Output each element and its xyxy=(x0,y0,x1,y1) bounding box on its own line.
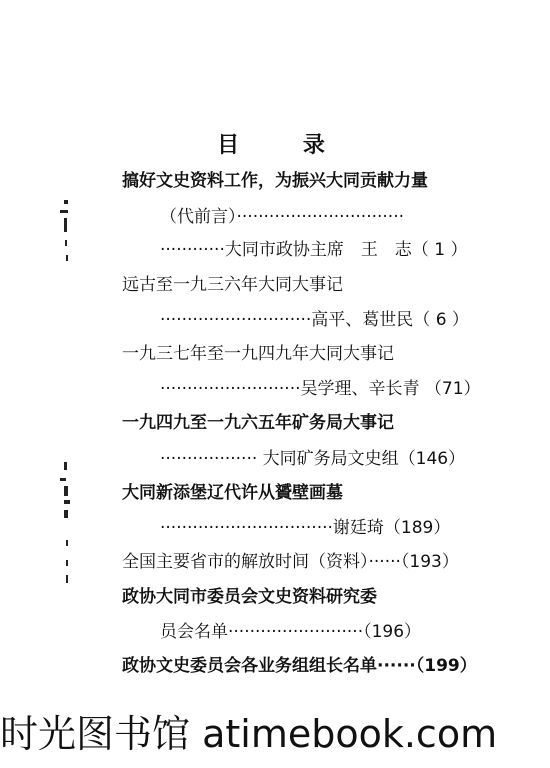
toc-entry-6-line-1: 全国主要省市的解放时间（资料）······（193） xyxy=(122,552,459,572)
margin-mark xyxy=(66,540,68,546)
toc-entry-1-line-2: （代前言）······························· xyxy=(160,207,405,227)
toc-entry-5-line-2: ································谢廷琦（189） xyxy=(160,518,451,538)
toc-entry-5-line-1: 大同新添堡辽代许从贇壁画墓 xyxy=(122,483,343,503)
toc-entry-7-line-1: 政协大同市委员会文史资料研究委 xyxy=(122,587,377,607)
toc-entry-1-line-1: 搞好文史资料工作，为振兴大同贡献力量 xyxy=(122,171,428,191)
margin-mark xyxy=(64,486,68,496)
toc-entry-1-line-3: ············大同市政协主席 王 志（ 1 ） xyxy=(160,240,468,260)
toc-entry-7-line-2: 员会名单·························（196） xyxy=(160,622,422,642)
toc-entry-4-line-2: ·················· 大同矿务局文史组（146） xyxy=(160,449,466,469)
margin-mark xyxy=(66,560,68,566)
toc-entry-4-line-1: 一九四九至一九六五年矿务局大事记 xyxy=(122,413,394,433)
margin-mark xyxy=(60,210,68,213)
margin-mark xyxy=(66,255,68,261)
margin-mark xyxy=(64,200,68,204)
margin-mark xyxy=(60,478,66,481)
toc-entry-2-line-1: 远古至一九三六年大同大事记 xyxy=(122,275,343,295)
watermark: 时光图书馆 atimebook.com xyxy=(0,712,498,756)
margin-mark xyxy=(65,240,67,246)
margin-mark xyxy=(64,462,67,470)
margin-mark xyxy=(64,510,68,518)
margin-mark xyxy=(66,575,68,583)
toc-entry-3-line-2: ··························吴学理、辛长青 （71） xyxy=(160,379,481,399)
margin-mark xyxy=(64,218,67,232)
toc-entry-2-line-2: ····························高平、葛世民（ 6 ） xyxy=(160,310,469,330)
toc-entry-8-line-1: 政协文史委员会各业务组组长名单······（199） xyxy=(122,656,477,676)
toc-entry-3-line-1: 一九三七年至一九四九年大同大事记 xyxy=(122,344,394,364)
page-title: 目 录 xyxy=(217,133,353,158)
margin-mark xyxy=(64,500,70,504)
